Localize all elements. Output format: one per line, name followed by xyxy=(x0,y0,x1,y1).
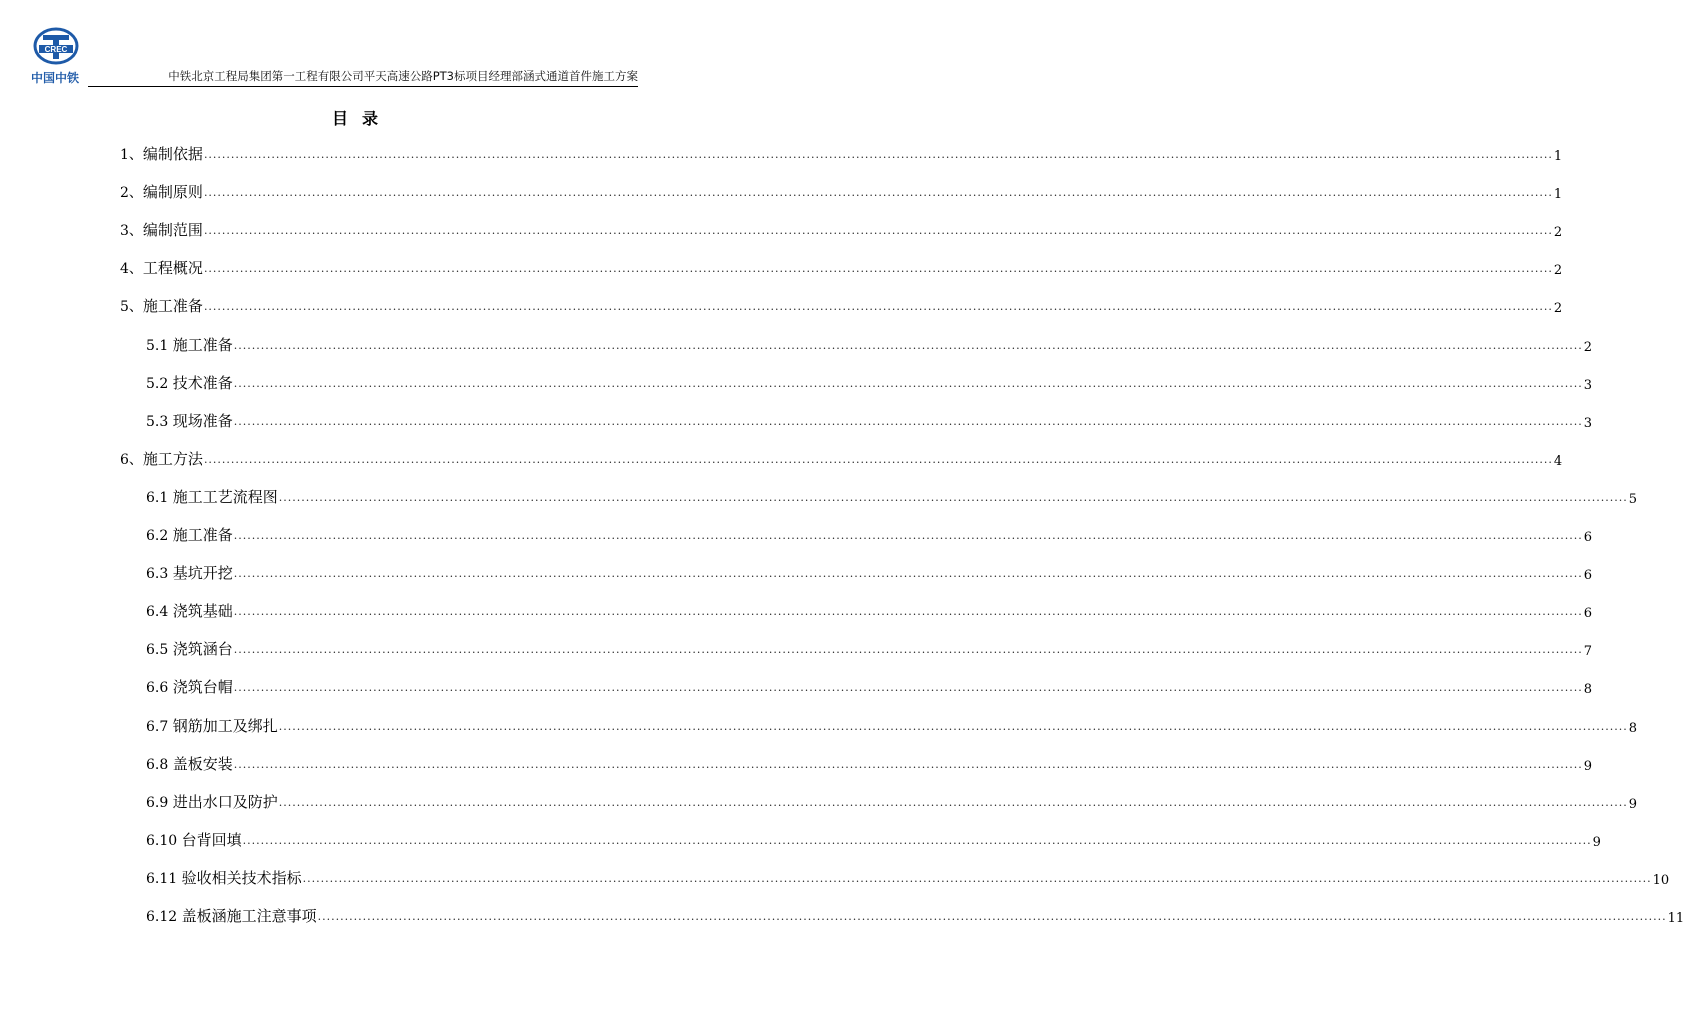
dot-leader: ............................................................................................................................................................................................................................................................................................................ xyxy=(233,414,1583,428)
toc-entry-label xyxy=(146,486,278,507)
toc-entry[interactable] xyxy=(120,294,1563,317)
toc-entry-number: 3、 xyxy=(120,223,143,240)
toc-entry-page: 6 xyxy=(1583,530,1592,545)
dot-leader: ............................................................................................................................................................................................................................................................................................................ xyxy=(203,262,1553,276)
toc-entry-number: 1、 xyxy=(120,147,143,163)
toc-entry-number: 5、 xyxy=(120,299,143,316)
toc-entry-page: 6 xyxy=(1583,568,1592,584)
toc-entry-page: 4 xyxy=(1553,453,1563,469)
toc-entry[interactable] xyxy=(120,218,1563,241)
toc-entry-number: 6.3 xyxy=(146,566,173,583)
toc-entry-text: 施工方法 xyxy=(142,449,203,468)
toc-entry-label xyxy=(120,295,203,316)
toc-entry[interactable] xyxy=(146,561,1592,584)
toc-entry-label xyxy=(146,638,233,659)
toc-entry[interactable] xyxy=(146,333,1592,355)
toc-entry-page: 9 xyxy=(1583,758,1592,774)
toc-entry-text: 施工工艺流程图 xyxy=(172,487,278,506)
toc-entry-page: 2 xyxy=(1553,301,1563,317)
toc-entry[interactable] xyxy=(120,180,1563,203)
toc-entry-text: 编制范围 xyxy=(142,221,203,240)
dot-leader: ............................................................................................................................................................................................................................................................................................................ xyxy=(203,186,1553,200)
toc-entry-text: 技术准备 xyxy=(172,373,233,392)
toc-entry[interactable] xyxy=(146,714,1637,736)
toc-entry-number: 6、 xyxy=(120,451,143,468)
toc-entry[interactable] xyxy=(146,828,1601,850)
toc-entry-label xyxy=(146,791,278,812)
toc-entry[interactable] xyxy=(146,637,1592,660)
toc-entry[interactable] xyxy=(146,523,1592,545)
dot-leader: ............................................................................................................................................................................................................................................................................................................ xyxy=(302,871,1652,885)
toc-entry-page: 2 xyxy=(1583,339,1592,355)
toc-entry[interactable] xyxy=(120,447,1563,469)
dot-leader: ............................................................................................................................................................................................................................................................................................................ xyxy=(233,757,1583,771)
toc-entry-label xyxy=(146,905,317,926)
toc-entry-label xyxy=(146,524,233,545)
dot-leader: ............................................................................................................................................................................................................................................................................................................ xyxy=(233,567,1583,581)
dot-leader: ............................................................................................................................................................................................................................................................................................................ xyxy=(233,338,1583,352)
header-divider xyxy=(88,86,638,87)
toc-entry-label xyxy=(146,715,278,736)
toc-entry-number: 6.8 xyxy=(146,756,173,773)
toc-entry-text: 验收相关技术指标 xyxy=(181,868,302,887)
dot-leader: ............................................................................................................................................................................................................................................................................................................ xyxy=(203,224,1553,238)
toc-entry-text: 编制依据 xyxy=(142,145,203,163)
toc-entry-page: 8 xyxy=(1628,720,1637,736)
toc-entry-number: 2、 xyxy=(120,185,143,202)
toc-entry-number: 6.5 xyxy=(146,642,173,659)
toc-entry-label xyxy=(146,600,233,621)
dot-leader: ............................................................................................................................................................................................................................................................................................................ xyxy=(233,605,1583,619)
dot-leader: ............................................................................................................................................................................................................................................................................................................ xyxy=(203,148,1553,161)
toc-entry-label xyxy=(146,867,302,888)
toc-entry[interactable] xyxy=(146,904,1684,926)
toc-entry-text: 基坑开挖 xyxy=(172,564,233,583)
toc-entry-number: 6.11 xyxy=(146,870,182,887)
toc-entry-page: 9 xyxy=(1628,796,1637,812)
toc-entry[interactable] xyxy=(146,675,1592,698)
toc-entry-text: 进出水口及防护 xyxy=(172,792,278,811)
toc-title: 目录 xyxy=(331,109,392,128)
toc-entry-number: 5.3 xyxy=(146,413,173,430)
dot-leader: ............................................................................................................................................................................................................................................................................................................ xyxy=(278,795,1628,809)
toc-entry-number: 5.1 xyxy=(146,337,173,354)
toc-entry-text: 盖板涵施工注意事项 xyxy=(181,907,317,925)
toc-entry-text: 浇筑台帽 xyxy=(172,678,233,697)
toc-entry-number: 6.7 xyxy=(146,718,173,735)
dot-leader: ............................................................................................................................................................................................................................................................................................................ xyxy=(203,300,1553,314)
toc-entry-page: 1 xyxy=(1553,149,1563,164)
dot-leader: ............................................................................................................................................................................................................................................................................................................ xyxy=(203,452,1553,466)
toc-entry-page: 2 xyxy=(1553,263,1563,279)
toc-entry-number: 6.12 xyxy=(146,909,182,925)
toc-entry-label xyxy=(120,219,203,240)
toc-entry-text: 浇筑涵台 xyxy=(172,640,233,659)
toc-entry-number: 6.2 xyxy=(146,528,173,544)
toc-entry-text: 施工准备 xyxy=(172,526,233,544)
toc-entry-page: 1 xyxy=(1553,187,1563,203)
toc-entry-text: 施工准备 xyxy=(172,335,233,354)
toc-entry-page: 3 xyxy=(1583,415,1592,431)
toc-entry-number: 6.6 xyxy=(146,680,173,697)
toc-entry[interactable] xyxy=(120,256,1563,279)
toc-entry-number: 6.9 xyxy=(146,794,173,811)
page-header xyxy=(0,0,724,92)
toc-entry-label xyxy=(146,562,233,583)
toc-entry-label xyxy=(146,676,233,697)
toc-entry-label xyxy=(146,829,242,850)
toc-entry-page: 8 xyxy=(1583,682,1592,698)
toc-entry-page: 6 xyxy=(1583,606,1592,622)
toc-entry-page: 5 xyxy=(1628,491,1637,507)
toc-entry-page: 3 xyxy=(1583,377,1592,393)
svg-text:CREC: CREC xyxy=(44,45,68,54)
toc-entry-number: 6.10 xyxy=(146,832,182,849)
toc-entry[interactable] xyxy=(146,371,1592,393)
dot-leader: ............................................................................................................................................................................................................................................................................................................ xyxy=(233,643,1583,657)
toc-entry-label xyxy=(120,257,203,278)
toc-entry[interactable] xyxy=(146,485,1637,507)
toc-entry-text: 工程概况 xyxy=(142,259,203,278)
toc-entry-text: 编制原则 xyxy=(142,183,203,202)
toc-entry-label xyxy=(120,143,203,164)
logo-text: 中国中铁 xyxy=(30,71,79,85)
toc-entry-label xyxy=(146,372,233,393)
dot-leader: ............................................................................................................................................................................................................................................................................................................ xyxy=(242,833,1592,847)
toc-entry-text: 台背回填 xyxy=(181,830,242,849)
toc-entry-page: 9 xyxy=(1592,834,1601,850)
toc-entry-text: 浇筑基础 xyxy=(172,602,233,621)
toc-entry-page: 10 xyxy=(1652,872,1670,888)
toc-entry[interactable] xyxy=(146,599,1592,622)
toc-entry-label xyxy=(120,181,203,202)
toc-entry[interactable] xyxy=(120,142,1563,164)
toc-entry-label xyxy=(146,410,233,431)
dot-leader: ............................................................................................................................................................................................................................................................................................................ xyxy=(278,719,1628,733)
toc-entry-page: 7 xyxy=(1583,644,1592,660)
toc-entry-page: 2 xyxy=(1553,225,1563,241)
dot-leader: ............................................................................................................................................................................................................................................................................................................ xyxy=(233,681,1583,695)
toc-entry[interactable] xyxy=(146,790,1637,812)
toc-entry[interactable] xyxy=(146,866,1670,888)
toc-entry-text: 施工准备 xyxy=(142,297,203,316)
toc-entry-text: 现场准备 xyxy=(172,411,233,430)
toc-entry[interactable] xyxy=(146,409,1592,431)
toc-entry-text: 盖板安装 xyxy=(172,754,233,773)
toc-entry-label xyxy=(146,753,233,774)
toc-entry-label xyxy=(120,448,203,469)
toc-entry-number: 5.2 xyxy=(146,375,173,392)
dot-leader: ............................................................................................................................................................................................................................................................................................................ xyxy=(317,910,1667,923)
dot-leader: ............................................................................................................................................................................................................................................................................................................ xyxy=(233,376,1583,390)
toc-entry-number: 6.4 xyxy=(146,604,173,621)
dot-leader: ............................................................................................................................................................................................................................................................................................................ xyxy=(233,529,1583,542)
toc-entry[interactable] xyxy=(146,752,1592,774)
toc-entry-number: 4、 xyxy=(120,261,143,278)
dot-leader: ............................................................................................................................................................................................................................................................................................................ xyxy=(278,490,1628,504)
toc-entry-text: 钢筋加工及绑扎 xyxy=(172,716,278,735)
header-title: 中铁北京工程局集团第一工程有限公司平天高速公路PT3标项目经理部涵式通道首件施工方案 xyxy=(168,69,638,83)
toc-entry-number: 6.1 xyxy=(146,489,173,506)
toc-entry-page: 11 xyxy=(1667,911,1684,926)
toc-entry-label xyxy=(146,334,233,355)
